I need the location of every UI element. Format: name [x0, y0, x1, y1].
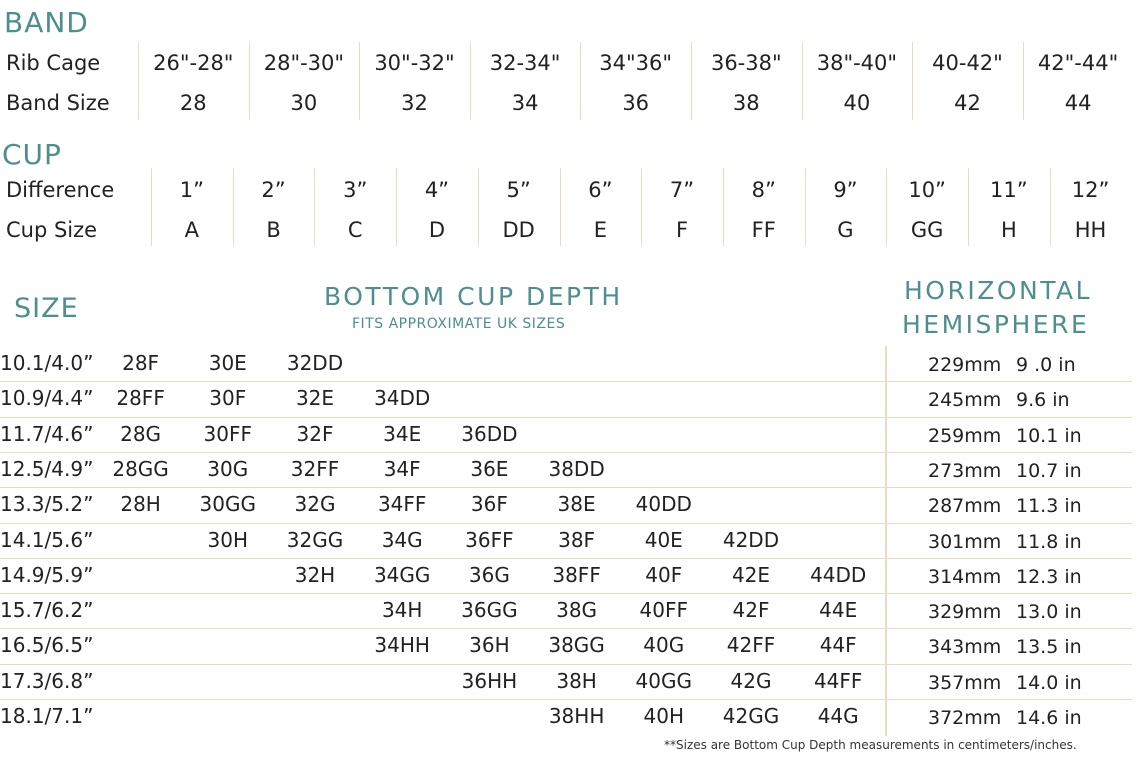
depth-value: 16.5/6.5” — [0, 633, 94, 658]
cup-column-divider — [560, 168, 561, 246]
cup-size-value: E — [593, 218, 607, 242]
hemisphere-in: 11.8 in — [1016, 530, 1082, 553]
band-column-divider — [138, 42, 139, 120]
hemisphere-in: 12.3 in — [1016, 565, 1082, 588]
hemi-title-1: HORIZONTAL — [904, 276, 1093, 305]
band-size-value: 36 — [622, 91, 650, 115]
depth-value: 18.1/7.1” — [0, 704, 94, 728]
cup-size-label: Cup Size — [6, 218, 98, 242]
hemisphere-in: 14.6 in — [1016, 707, 1082, 729]
uk-size-value: 32FF — [290, 456, 340, 481]
difference-value: 11” — [990, 178, 1028, 202]
uk-size-value: 36G — [468, 562, 510, 587]
hemisphere-mm: 372mm — [928, 707, 1002, 729]
uk-size-value: 28H — [120, 492, 161, 517]
uk-size-value: 44G — [817, 704, 859, 728]
band-column-divider — [249, 42, 250, 120]
uk-size-value: 34GG — [373, 562, 431, 587]
uk-size-value: 34H — [381, 598, 423, 623]
rib-cage-value: 32-34" — [489, 51, 561, 75]
band-size-value: 28 — [179, 91, 207, 115]
cup-size-value: HH — [1074, 218, 1107, 242]
hemisphere-mm: 287mm — [928, 495, 1002, 518]
difference-value: 10” — [908, 178, 946, 202]
band-column-divider — [802, 42, 803, 120]
hemisphere-in: 10.7 in — [1016, 459, 1082, 482]
uk-size-value: 38HH — [548, 704, 605, 728]
uk-size-value: 30H — [207, 527, 249, 552]
uk-size-value: 42G — [730, 668, 772, 693]
rib-cage-value: 26"-28" — [153, 51, 234, 75]
depth-value: 14.1/5.6” — [0, 527, 94, 552]
cup-column-divider — [396, 168, 397, 246]
hemisphere-in: 9.6 in — [1016, 389, 1070, 412]
hemisphere-mm: 245mm — [928, 389, 1002, 412]
uk-size-value: 38DD — [548, 456, 605, 481]
uk-size-value: 30G — [207, 456, 249, 481]
difference-value: 7” — [669, 178, 695, 202]
rib-cage-value: 42"-44" — [1037, 51, 1119, 75]
band-size-value: 40 — [843, 91, 871, 115]
rib-cage-value: 40-42" — [932, 51, 1003, 75]
difference-value: 4” — [424, 178, 450, 202]
uk-size-value: 36H — [469, 633, 510, 658]
depth-value: 13.3/5.2” — [0, 492, 94, 517]
row-divider — [0, 699, 1132, 700]
uk-size-value: 38E — [557, 492, 596, 517]
uk-size-value: 38GG — [548, 633, 605, 658]
hemisphere-in: 9 .0 in — [1016, 354, 1076, 376]
cup-size-value: GG — [910, 218, 944, 242]
uk-size-value: 34DD — [374, 386, 431, 411]
cup-column-divider — [723, 168, 724, 246]
band-column-divider — [470, 42, 471, 120]
uk-size-value: 42DD — [722, 527, 780, 552]
cup-size-value: FF — [751, 218, 776, 242]
cup-size-value: A — [184, 218, 200, 242]
uk-size-value: 28G — [120, 421, 162, 446]
difference-label: Difference — [6, 178, 115, 202]
difference-value: 5” — [506, 178, 531, 202]
cup-size-value: DD — [502, 218, 535, 242]
band-column-divider — [691, 42, 692, 120]
band-size-value: 32 — [401, 91, 428, 115]
hemisphere-divider — [885, 346, 887, 736]
uk-size-value: 28F — [122, 351, 160, 375]
uk-size-value: 36DD — [461, 421, 518, 446]
row-divider — [0, 593, 1132, 594]
cup-size-value: C — [347, 218, 363, 242]
cup-title: CUP — [2, 138, 62, 171]
uk-size-value: 38F — [558, 527, 596, 552]
depth-subtitle: FITS APPROXIMATE UK SIZES — [352, 316, 566, 332]
uk-size-value: 40GG — [635, 668, 692, 693]
difference-value: 9” — [833, 178, 858, 202]
cup-column-divider — [233, 168, 234, 246]
hemisphere-in: 14.0 in — [1016, 671, 1082, 694]
hemisphere-in: 11.3 in — [1016, 495, 1082, 518]
uk-size-value: 30GG — [199, 492, 256, 517]
uk-size-value: 34FF — [377, 492, 427, 517]
uk-size-value: 44F — [819, 633, 857, 658]
uk-size-value: 32GG — [286, 527, 344, 552]
band-size-label: Band Size — [6, 91, 110, 115]
uk-size-value: 30FF — [203, 421, 253, 446]
uk-size-value: 32H — [294, 562, 336, 587]
difference-value: 2” — [261, 178, 286, 202]
cup-size-value: B — [266, 218, 281, 242]
row-divider — [0, 487, 1132, 488]
band-title: BAND — [4, 6, 89, 39]
depth-value: 10.9/4.4” — [0, 386, 94, 411]
uk-size-value: 32DD — [286, 351, 344, 375]
uk-size-value: 40F — [645, 562, 683, 587]
uk-size-value: 38G — [556, 598, 598, 623]
hemisphere-mm: 329mm — [928, 601, 1002, 624]
depth-value: 14.9/5.9” — [0, 562, 94, 587]
cup-column-divider — [151, 168, 152, 246]
cup-column-divider — [886, 168, 887, 246]
difference-value: 1” — [179, 178, 204, 202]
cup-size-value: H — [1000, 218, 1017, 242]
hemisphere-mm: 259mm — [928, 424, 1002, 447]
cup-column-divider — [314, 168, 315, 246]
uk-size-value: 32E — [295, 386, 335, 411]
uk-size-value: 44DD — [810, 562, 867, 587]
depth-value: 15.7/6.2” — [0, 598, 94, 623]
rib-cage-value: 36-38" — [710, 51, 782, 75]
uk-size-value: 36GG — [461, 598, 518, 623]
footnote: **Sizes are Bottom Cup Depth measurements in centimeters/inches. — [664, 738, 1077, 752]
uk-size-value: 32F — [296, 421, 334, 446]
difference-value: 3” — [343, 178, 368, 202]
uk-size-value: 34HH — [374, 633, 430, 658]
band-column-divider — [1023, 42, 1024, 120]
uk-size-value: 44FF — [813, 668, 863, 693]
band-column-divider — [359, 42, 360, 120]
uk-size-value: 42GG — [722, 704, 780, 728]
uk-size-value: 28GG — [112, 456, 169, 481]
uk-size-value: 38FF — [552, 562, 601, 587]
row-divider — [0, 558, 1132, 559]
uk-size-value: 42FF — [726, 633, 776, 658]
cup-size-value: F — [675, 218, 689, 242]
rib-cage-label: Rib Cage — [6, 51, 101, 75]
cup-size-value: D — [428, 218, 446, 242]
depth-title: BOTTOM CUP DEPTH — [324, 282, 623, 311]
uk-size-value: 42F — [732, 598, 770, 623]
row-divider — [0, 417, 1132, 418]
hemisphere-in: 13.5 in — [1016, 636, 1082, 659]
row-divider — [0, 628, 1132, 629]
difference-value: 6” — [588, 178, 613, 202]
depth-value: 11.7/4.6” — [0, 421, 94, 446]
rib-cage-value: 34"36" — [599, 51, 673, 75]
hemisphere-mm: 301mm — [928, 530, 1002, 553]
cup-column-divider — [641, 168, 642, 246]
depth-value: 10.1/4.0” — [0, 351, 94, 375]
uk-size-value: 44E — [819, 598, 858, 623]
uk-size-value: 30F — [209, 386, 247, 411]
uk-size-value: 36FF — [465, 527, 514, 552]
uk-size-value: 40H — [643, 704, 685, 728]
row-divider — [0, 452, 1132, 453]
band-size-value: 30 — [290, 91, 318, 115]
rib-cage-value: 28"-30" — [263, 51, 345, 75]
uk-size-value: 38H — [556, 668, 597, 693]
depth-value: 12.5/4.9” — [0, 456, 94, 481]
rib-cage-value: 38"-40" — [816, 51, 898, 75]
uk-size-value: 30E — [208, 351, 247, 375]
hemi-title-2: HEMISPHERE — [902, 310, 1090, 339]
depth-value: 17.3/6.8” — [0, 668, 94, 693]
band-column-divider — [912, 42, 913, 120]
uk-size-value: 36HH — [461, 668, 518, 693]
hemisphere-mm: 357mm — [928, 671, 1002, 694]
band-column-divider — [580, 42, 581, 120]
uk-size-value: 28FF — [116, 386, 165, 411]
uk-size-value: 40G — [643, 633, 685, 658]
uk-size-value: 36F — [470, 492, 508, 517]
band-size-value: 34 — [511, 91, 539, 115]
cup-size-value: G — [837, 218, 854, 242]
uk-size-value: 40DD — [635, 492, 692, 517]
row-divider — [0, 664, 1132, 665]
size-title: SIZE — [14, 293, 79, 324]
uk-size-value: 36E — [470, 456, 509, 481]
difference-value: 12” — [1071, 178, 1110, 202]
hemisphere-mm: 343mm — [928, 636, 1002, 659]
cup-column-divider — [968, 168, 969, 246]
hemisphere-in: 13.0 in — [1016, 601, 1082, 624]
cup-column-divider — [478, 168, 479, 246]
uk-size-value: 42E — [731, 562, 771, 587]
uk-size-value: 40E — [644, 527, 683, 552]
band-size-value: 44 — [1064, 91, 1092, 115]
uk-size-value: 34G — [381, 527, 423, 552]
uk-size-value: 34F — [383, 456, 421, 481]
band-size-value: 42 — [954, 91, 981, 115]
cup-column-divider — [805, 168, 806, 246]
hemisphere-mm: 314mm — [928, 565, 1002, 588]
hemisphere-mm: 273mm — [928, 459, 1002, 482]
band-size-value: 38 — [732, 91, 760, 115]
row-divider — [0, 381, 1132, 382]
uk-size-value: 40FF — [639, 598, 689, 623]
uk-size-value: 34E — [383, 421, 422, 446]
difference-value: 8” — [751, 178, 776, 202]
hemisphere-mm: 229mm — [928, 354, 1002, 376]
uk-size-value: 32G — [294, 492, 336, 517]
rib-cage-value: 30"-32" — [374, 51, 455, 75]
cup-column-divider — [1050, 168, 1051, 246]
hemisphere-in: 10.1 in — [1016, 424, 1082, 447]
row-divider — [0, 523, 1132, 524]
